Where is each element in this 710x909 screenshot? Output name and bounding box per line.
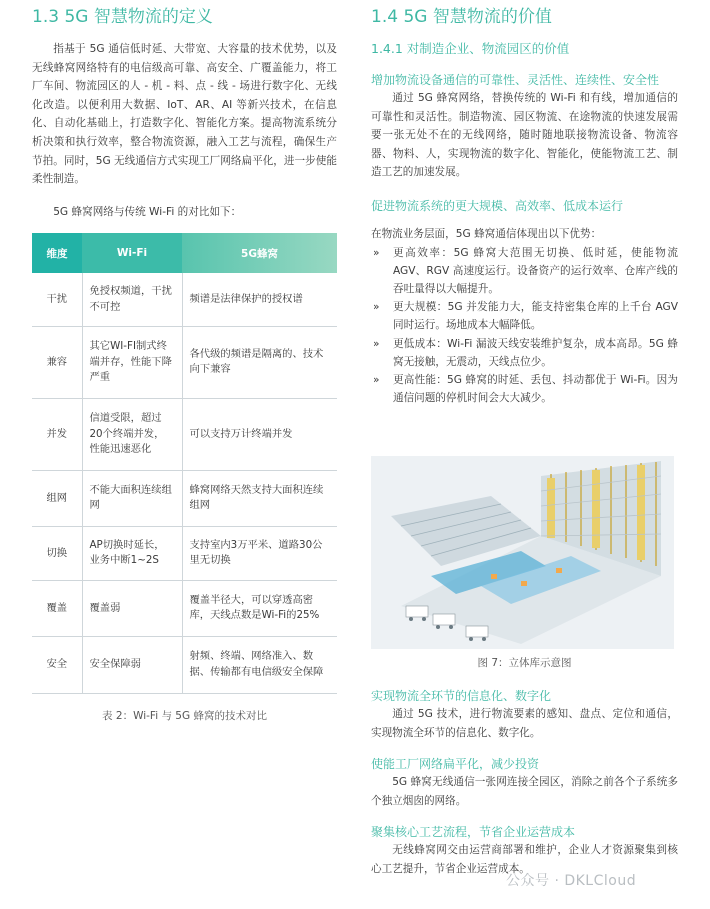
- cell-dimension: 组网: [32, 470, 82, 526]
- watermark: 公众号 · DKLCloud: [506, 873, 637, 889]
- table-row: [32, 398, 337, 470]
- value-text-core-process: 无线蜂窝网交由运营商部署和维护，企业人才资源聚集到核心工艺提升，节省企业运营成本。: [371, 844, 678, 875]
- table-row: [32, 326, 337, 398]
- cell-5g: 覆盖半径大，可以穿透高密库，天线点数是Wi-Fi的25%: [182, 580, 337, 636]
- cell-5g: 支持室内3万平米、道路30公里无切换: [182, 526, 337, 580]
- list-item: » 更高效率：5G 蜂窝大范围无切换、低时延，使能物流 AGV、RGV 高速度运行。设备资产的运行效率、仓库产线的吞吐量得以大幅提升。: [371, 244, 678, 299]
- bullet-mark: »: [373, 246, 380, 259]
- advantages-list: [371, 244, 678, 408]
- section-heading-1-3: 1.3 5G 智慧物流的定义: [32, 7, 213, 27]
- table-caption: 表 2：Wi-Fi 与 5G 蜂窝的技术对比: [102, 709, 267, 722]
- cell-dimension: 并发: [32, 398, 82, 470]
- value-title-scale: 促进物流系统的更大规模、高效率、低成本运行: [371, 198, 624, 213]
- cell-dimension: 覆盖: [32, 580, 82, 636]
- value-title-reliability: 增加物流设备通信的可靠性、灵活性、连续性、安全性: [371, 73, 660, 87]
- comparison-intro: 5G 蜂窝网络与传统 Wi-Fi 的对比如下：: [53, 205, 242, 218]
- cell-5g: 频谱是法律保护的授权谱: [182, 273, 337, 326]
- warehouse-3d-image: [371, 456, 674, 649]
- cell-5g: 各代级的频谱是隔离的、技术向下兼容: [182, 326, 337, 398]
- cell-dimension: 干扰: [32, 273, 82, 326]
- list-item: » 更低成本：Wi-Fi 漏波天线安装维护复杂，成本高昂。5G 蜂窝无接触，无震动，天线点位少。: [371, 335, 678, 371]
- cell-wifi: 其它WI-FI制式终端并存，性能下降严重: [82, 326, 182, 398]
- table-row: [32, 636, 337, 693]
- value-title-digitalization: 实现物流全环节的信息化、数字化: [371, 689, 552, 703]
- table-row: [32, 580, 337, 636]
- value-text-digitalization: 通过 5G 技术，进行物流要素的感知、盘点、定位和通信，实现物流全环节的信息化、数字化。: [371, 708, 678, 739]
- warehouse-illustration: [371, 456, 674, 649]
- left-column: [32, 0, 337, 723]
- list-item: » 更大规模：5G 并发能力大，能支持密集仓库的上千台 AGV 同时运行。场地成本大幅降低。: [371, 298, 678, 334]
- table-row: [32, 470, 337, 526]
- cell-5g: 射频、终端、网络准入、数据、传输都有电信级安全保障: [182, 636, 337, 693]
- cell-5g: 可以支持万计终端并发: [182, 398, 337, 470]
- cell-wifi: AP切换时延长，业务中断1~2S: [82, 526, 182, 580]
- cell-wifi: 覆盖弱: [82, 580, 182, 636]
- cell-dimension: 切换: [32, 526, 82, 580]
- cell-wifi: 安全保障弱: [82, 636, 182, 693]
- bullet-mark: »: [373, 337, 380, 350]
- cell-wifi: 不能大面积连续组网: [82, 470, 182, 526]
- value-text-reliability: 通过 5G 蜂窝网络，替换传统的 Wi-Fi 和有线，增加通信的可靠性和灵活性。制造物流、园区物流、在途物流的快速发展需要一张无处不在的无线网络，随时随地联接物流设备、物流容器、物料、人，实现物流的数字化、智能化，使能物流工艺、制造工艺的加速发展。: [371, 92, 678, 179]
- header-5g: 5G蜂窝: [182, 233, 337, 273]
- definition-paragraph: 指基于 5G 通信低时延、大带宽、大容量的技术优势，以及无线蜂窝网络特有的电信级高可靠、高安全、广覆盖能力，将工厂车间、物流园区的人 - 机 - 料、点 - 线 - 场进行数字化、无线化改造。以便利用大数据、IoT、AR、AI 等新兴技术，在信息化、自动化基础上，打造数字化、智能化方案。提高物流系统分析决策和执行效率，整合物流资源，融入工艺与流程，确保生产节拍。同时，5G 无线通信方式实现工厂网络扁平化，进一步使能柔性制造。: [32, 43, 337, 186]
- bullet-mark: »: [373, 373, 380, 386]
- table-row: [32, 526, 337, 580]
- value-text-flat-network: 5G 蜂窝无线通信一张网连接全园区，消除之前各个子系统多个独立烟囱的网络。: [371, 776, 678, 807]
- value-title-flat-network: 使能工厂网络扁平化，减少投资: [371, 757, 540, 772]
- comparison-table: [32, 233, 337, 694]
- value-title-core-process: 聚集核心工艺流程，节省企业运营成本: [371, 825, 576, 840]
- table-header-row: [32, 233, 337, 273]
- cell-dimension: 安全: [32, 636, 82, 693]
- right-column: [371, 0, 678, 407]
- cell-dimension: 兼容: [32, 326, 82, 398]
- right-column-lower: [371, 655, 678, 879]
- header-wifi: Wi-Fi: [82, 233, 182, 273]
- section-heading-1-4: 1.4 5G 智慧物流的价值: [371, 7, 552, 27]
- value-intro-scale: 在物流业务层面，5G 蜂窝通信体现出以下优势：: [371, 227, 602, 240]
- list-item: » 更高性能：5G 蜂窝的时延、丢包、抖动都优于 Wi-Fi。因为通信问题的停机时间会大大减少。: [371, 371, 678, 407]
- bullet-mark: »: [373, 301, 380, 314]
- cell-5g: 蜂窝网络天然支持大面积连续组网: [182, 470, 337, 526]
- table-row: [32, 273, 337, 326]
- cell-wifi: 信道受限，超过20个终端并发，性能迅速恶化: [82, 398, 182, 470]
- figure-caption: 图 7：立体库示意图: [477, 657, 572, 669]
- subsection-heading-1-4-1: 1.4.1 对制造企业、物流园区的价值: [371, 41, 570, 56]
- header-dimension: 维度: [32, 233, 82, 273]
- cell-wifi: 免授权频道，干扰不可控: [82, 273, 182, 326]
